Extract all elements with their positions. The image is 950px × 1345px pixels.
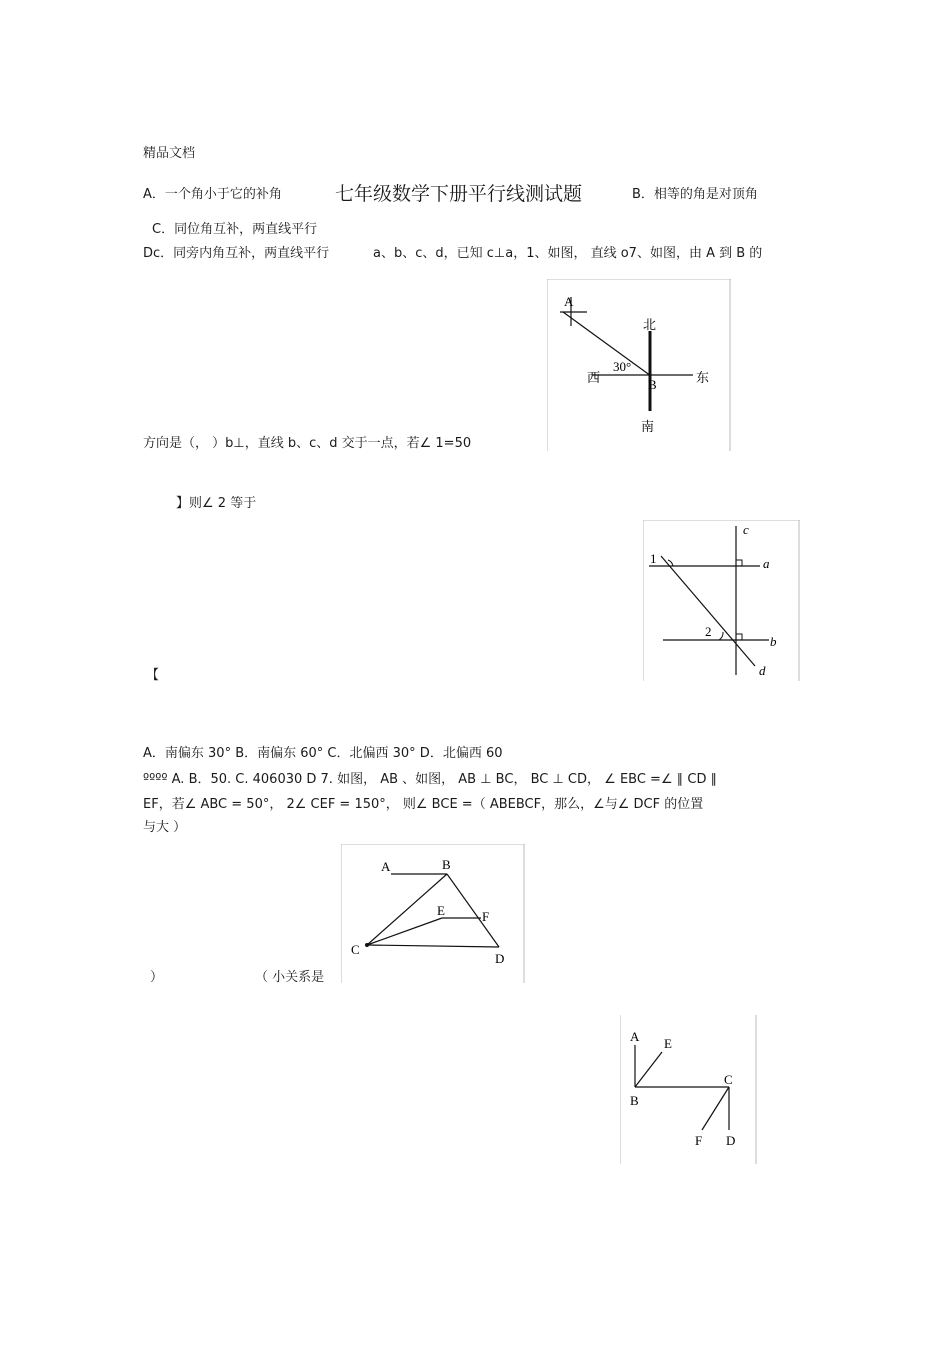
point-f-label: F <box>695 1133 703 1148</box>
perpendicular-segments-diagram <box>620 1015 757 1164</box>
compass-diagram <box>547 279 731 451</box>
question-line-5: 】则∠ 2 等于 <box>176 496 257 511</box>
triangle-diagram <box>341 844 525 983</box>
point-d-label: D <box>495 951 505 966</box>
question-line-11-right: （ 小关系是 <box>255 970 325 985</box>
question-line-4: 方向是（， ）b⊥，直线 b、c、d 交于一点，若∠ 1=50 <box>143 436 472 451</box>
east-label: 东 <box>696 370 710 385</box>
question-line-3-left: Dc．同旁内角互补，两直线平行 <box>143 246 330 261</box>
page-title: 七年级数学下册平行线测试题 <box>335 183 583 205</box>
question-line-10: 与大 ） <box>143 820 187 835</box>
angle-1-label: 1 <box>650 551 657 566</box>
point-a-label: A <box>564 294 574 309</box>
page-header: 精品文档 <box>143 146 196 161</box>
question-line-1-left: A．一个角小于它的补角 <box>143 187 282 202</box>
question-line-6: 【 <box>146 668 160 683</box>
north-label: 北 <box>643 317 657 332</box>
answer-options-line: A．南偏东 30° B．南偏东 60° C．北偏西 30° D．北偏西 60 <box>143 746 503 761</box>
south-label: 南 <box>641 419 655 434</box>
question-line-11-left: ） <box>150 970 164 985</box>
point-e-label: E <box>437 903 445 918</box>
point-f-label: F <box>482 909 490 924</box>
question-line-2: C．同位角互补，两直线平行 <box>152 222 318 237</box>
question-line-3-right: a、b、c、d，已知 c⊥a，1、如图， 直线 o7、如图，由 A 到 B 的 <box>373 246 763 261</box>
line-c-label: c <box>743 522 749 537</box>
point-a-label: A <box>381 859 391 874</box>
point-e-label: E <box>664 1036 672 1051</box>
question-line-1-right: B．相等的角是对顶角 <box>632 187 758 202</box>
point-b-label: B <box>648 377 657 392</box>
point-c-label: C <box>724 1072 733 1087</box>
west-label: 西 <box>587 370 601 385</box>
angle-label: 30° <box>613 359 632 374</box>
line-d-label: d <box>759 663 766 678</box>
point-a-label: A <box>630 1029 640 1044</box>
angle-2-label: 2 <box>705 624 712 639</box>
point-c-label: C <box>351 942 360 957</box>
point-b-label: B <box>442 857 451 872</box>
question-line-8: ºººº A. B．50. C. 406030 D 7. 如图， AB 、如图， AB ⊥ BC， BC ⊥ CD， ∠ EBC =∠ ∥ CD ∥ <box>143 772 718 787</box>
point-b-label: B <box>630 1093 639 1108</box>
line-b-label: b <box>770 634 777 649</box>
line-a-label: a <box>763 556 770 571</box>
question-line-9: EF，若∠ ABC = 50°， 2∠ CEF = 150°， 则∠ BCE =（ ABEBCF，那么，∠与∠ DCF 的位置 <box>143 797 704 812</box>
parallel-lines-diagram <box>643 520 800 681</box>
point-d-label: D <box>726 1133 736 1148</box>
